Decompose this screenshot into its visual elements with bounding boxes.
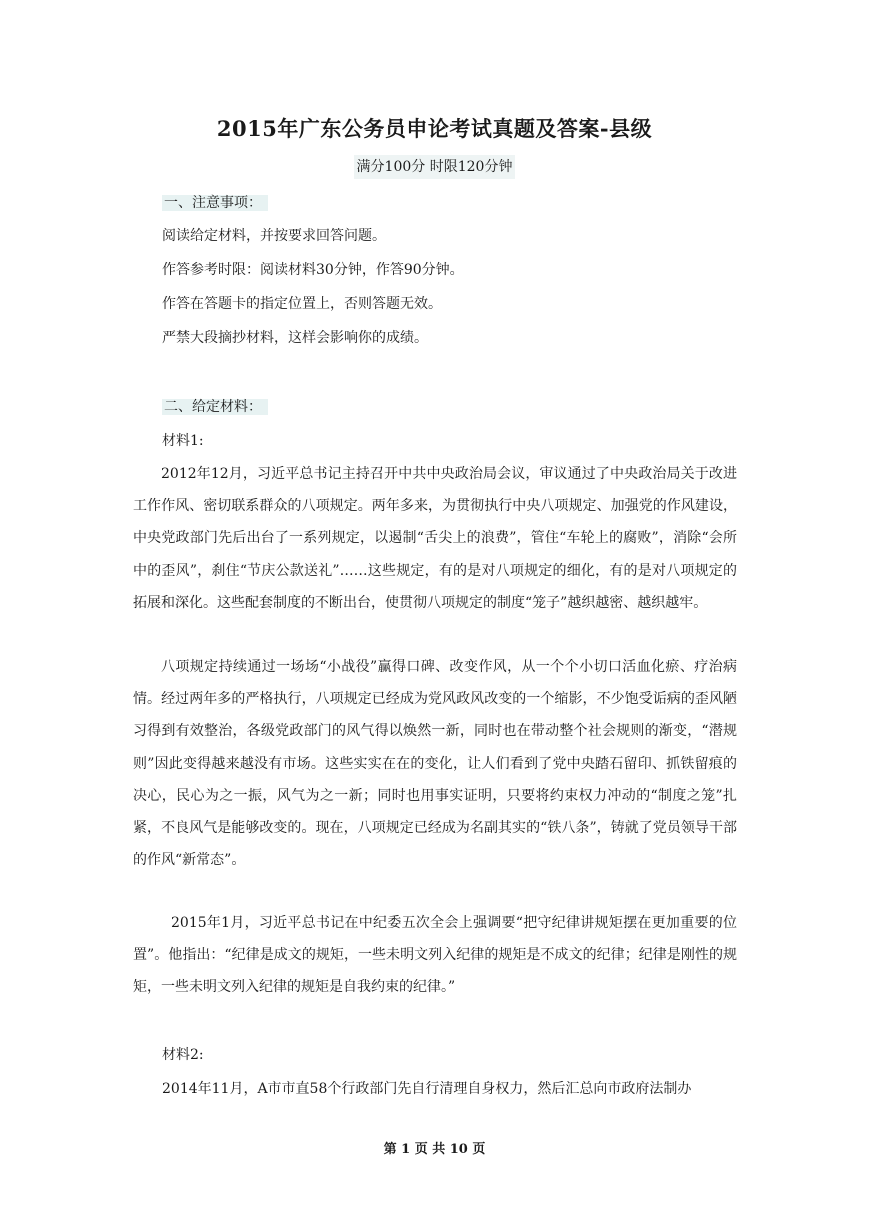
material1-label: 材料1: [162,433,204,449]
section1-heading [162,191,268,215]
material1-paragraph: 八项规定持续通过一场场“小战役”赢得口碑、改变作风，从一个个小切口活血化瘀、疗治病情。经过两年多的严格执行，八项规定已经成为党风政风改变的一个缩影，不少饱受诟病的歪风陋习得到有效整治，各级党政部门的风气得以焕然一新，同时也在带动整个社会规则的渐变，“潜规则”因此变得越来越没有市场。这些实实在在的变化，让人们看到了党中央踏石留印、抓铁留痕的决心，民心为之一振，风气为之一新；同时也用事实证明，只要将约束权力冲动的“制度之笼”扎紧，不良风气是能够改变的。现在，八项规定已经成为名副其实的“铁八条”，铸就了党员领导干部的作风“新常态”。 [133,659,737,869]
notice-item: 作答在答题卡的指定位置上，否则答题无效。 [162,296,442,312]
subtitle-text: 满分100分 时限120分钟 [354,155,516,179]
material2-text: 2014年11月，A市市直58个行政部门先自行清理自身权力，然后汇总向市政府法制办 [162,1081,692,1097]
material2-label: 材料2: [162,1047,204,1063]
document-subtitle [0,155,869,179]
material1-paragraph: 2015年1月，习近平总书记在中纪委五次全会上强调要“把守纪律讲规矩摆在更加重要的位置”。他指出：“纪律是成文的规矩，一些未明文列入纪律的规矩是不成文的纪律；纪律是刚性的规矩，一些未明文列入纪律的规矩是自我约束的纪律。” [133,915,737,996]
section1-heading-text: 一、注意事项： [162,195,268,211]
page-footer: 第 1 页 共 10 页 [383,1142,486,1157]
material1-paragraph: 2012年12月，习近平总书记主持召开中共中央政治局会议，审议通过了中央政治局关于改进工作作风、密切联系群众的八项规定。两年多来，为贯彻执行中央八项规定、加强党的作风建设，中央党政部门先后出台了一系列规定，以遏制“舌尖上的浪费”，管住“车轮上的腐败”，消除“会所中的歪风”，刹住“节庆公款送礼”……这些规定，有的是对八项规定的细化，有的是对八项规定的拓展和深化。这些配套制度的不断出台，使贯彻八项规定的制度“笼子”越织越密、越织越牢。 [133,466,737,611]
document-title: 2015年广东公务员申论考试真题及答案-县级 [216,116,653,141]
notice-item: 严禁大段摘抄材料，这样会影响你的成绩。 [162,330,428,346]
section2-heading [162,395,268,419]
notice-item: 阅读给定材料，并按要求回答问题。 [162,228,386,244]
notice-item: 作答参考时限：阅读材料30分钟，作答90分钟。 [162,262,464,278]
section2-heading-text: 二、给定材料： [162,399,268,415]
